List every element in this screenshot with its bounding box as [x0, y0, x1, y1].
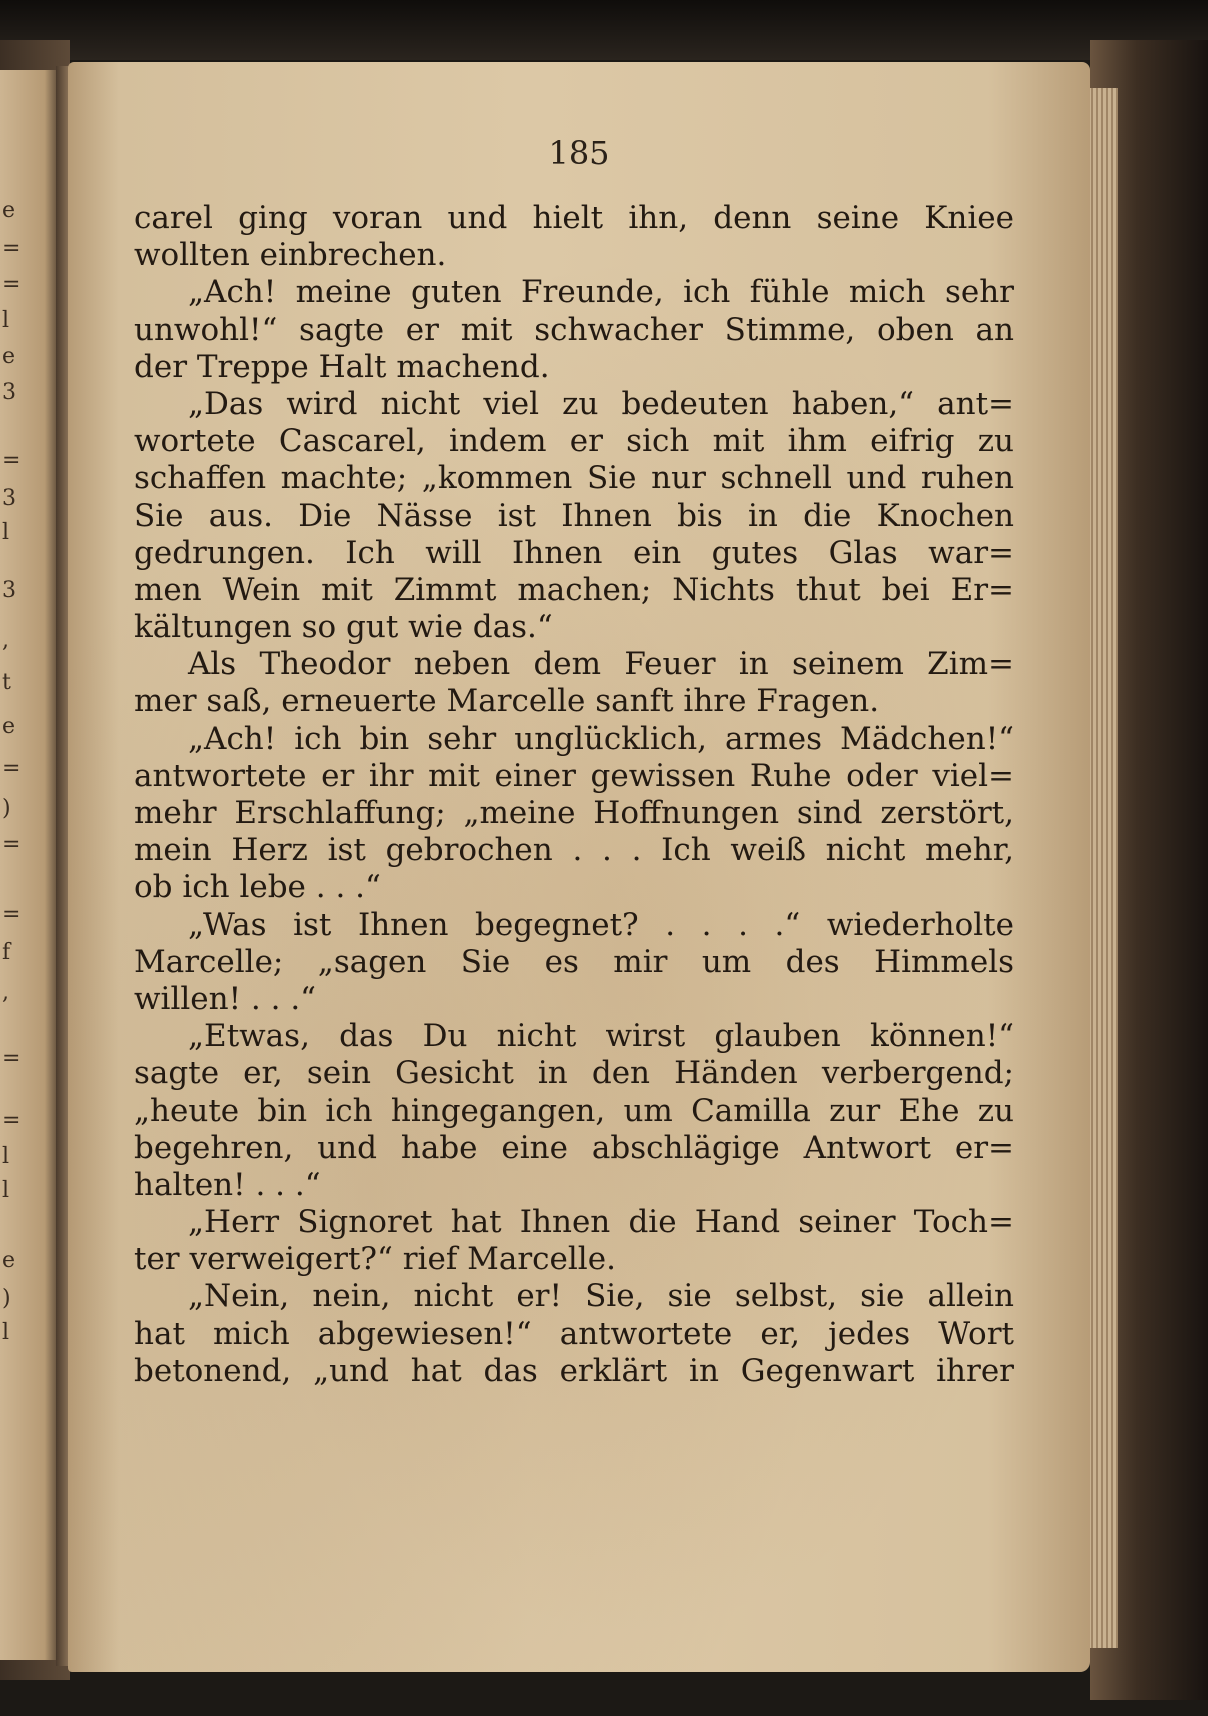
text-line: Sie aus. Die Nässe ist Ihnen bis in die Knochen [134, 497, 1014, 534]
left-page-fragment: t [2, 670, 11, 695]
left-page-fragment: = [2, 236, 21, 261]
text-line: Marcelle; „sagen Sie es mir um des Himmels [134, 943, 1014, 980]
text-line: „Etwas, das Du nicht wirst glauben können!“ [188, 1018, 1014, 1055]
left-page-fragment: = [2, 832, 21, 857]
text-line: mehr Erschlaffung; „meine Hoffnungen sind zerstört, [134, 795, 1014, 831]
left-page-fragment: 3 [2, 486, 16, 511]
left-page-fragment: ) [2, 1286, 11, 1311]
text-line: „heute bin ich hingegangen, um Camilla zur Ehe zu [134, 1092, 1014, 1129]
book-page [68, 62, 1090, 1672]
left-page-fragment: ) [2, 796, 11, 821]
left-page-fragment: , [2, 980, 9, 1005]
text-line: mein Herz ist gebrochen . . . Ich weiß nicht mehr, [134, 832, 1014, 869]
text-line: begehren, und habe eine abschlägige Antwort er= [134, 1129, 1014, 1166]
left-page-fragment: e [2, 714, 16, 739]
page-text [134, 200, 1014, 1390]
text-line: „Nein, nein, nicht er! Sie, sie selbst, sie allein [188, 1278, 1014, 1315]
left-page-fragment: l [2, 1144, 10, 1169]
text-line: carel ging voran und hielt ihn, denn seine Kniee [134, 200, 1014, 236]
text-line: hat mich abgewiesen!“ antwortete er, jedes Wort [134, 1315, 1014, 1352]
left-page-fragment: = [2, 902, 21, 927]
page-number: 185 [548, 134, 610, 172]
text-line: antwortete er ihr mit einer gewissen Ruhe oder viel= [134, 757, 1014, 794]
text-line: wortete Cascarel, indem er sich mit ihm eifrig zu [134, 423, 1014, 460]
text-line: willen! . . .“ [134, 980, 317, 1017]
left-page-fragment: = [2, 1046, 21, 1071]
text-line: halten! . . .“ [134, 1166, 321, 1203]
left-page-fragment: e [2, 344, 16, 369]
text-line: schaffen machte; „kommen Sie nur schnell und ruhen [134, 460, 1014, 497]
left-page-edge [0, 70, 56, 1660]
text-line: „Ach! ich bin sehr unglücklich, armes Mädchen!“ [188, 720, 1014, 757]
left-page-fragment: l [2, 1320, 10, 1345]
text-line: unwohl!“ sagte er mit schwacher Stimme, oben an [134, 311, 1014, 348]
text-line: Als Theodor neben dem Feuer in seinem Zim= [188, 646, 1014, 683]
left-page-fragment: = [2, 448, 21, 473]
text-line: „Das wird nicht viel zu bedeuten haben,“ ant= [188, 385, 1014, 422]
left-page-fragment: = [2, 756, 21, 781]
left-page-fragment: l [2, 1178, 10, 1203]
left-page-fragment: e [2, 1248, 16, 1273]
text-line: ter verweigert?“ rief Marcelle. [134, 1241, 616, 1278]
left-page-fragment: = [2, 272, 21, 297]
left-page-fragment: l [2, 520, 10, 545]
text-line: wollten einbrechen. [134, 237, 447, 274]
text-line: „Herr Signoret hat Ihnen die Hand seiner Toch= [188, 1204, 1014, 1241]
text-line: ob ich lebe . . .“ [134, 869, 381, 906]
left-page-fragment: f [2, 940, 11, 965]
text-line: kältungen so gut wie das.“ [134, 609, 553, 646]
text-line: „Ach! meine guten Freunde, ich fühle mich sehr [188, 274, 1014, 311]
left-page-fragment: = [2, 1108, 21, 1133]
left-page-fragment: 3 [2, 578, 16, 603]
text-line: „Was ist Ihnen begegnet? . . . .“ wiederholte [188, 906, 1014, 943]
left-page-fragment: 3 [2, 380, 16, 405]
scan-background [0, 0, 1208, 60]
left-page-fragment: l [2, 308, 10, 333]
text-line: mer saß, erneuerte Marcelle sanft ihre Fragen. [134, 683, 880, 720]
text-line: betonend, „und hat das erklärt in Gegenwart ihrer [134, 1352, 1014, 1389]
text-line: gedrungen. Ich will Ihnen ein gutes Glas war= [134, 534, 1014, 571]
left-page-fragment: , [2, 628, 9, 653]
left-page-fragment: e [2, 198, 16, 223]
text-line: men Wein mit Zimmt machen; Nichts thut bei Er= [134, 571, 1014, 608]
text-line: der Treppe Halt machend. [134, 348, 550, 385]
text-line: sagte er, sein Gesicht in den Händen verbergend; [134, 1055, 1014, 1092]
